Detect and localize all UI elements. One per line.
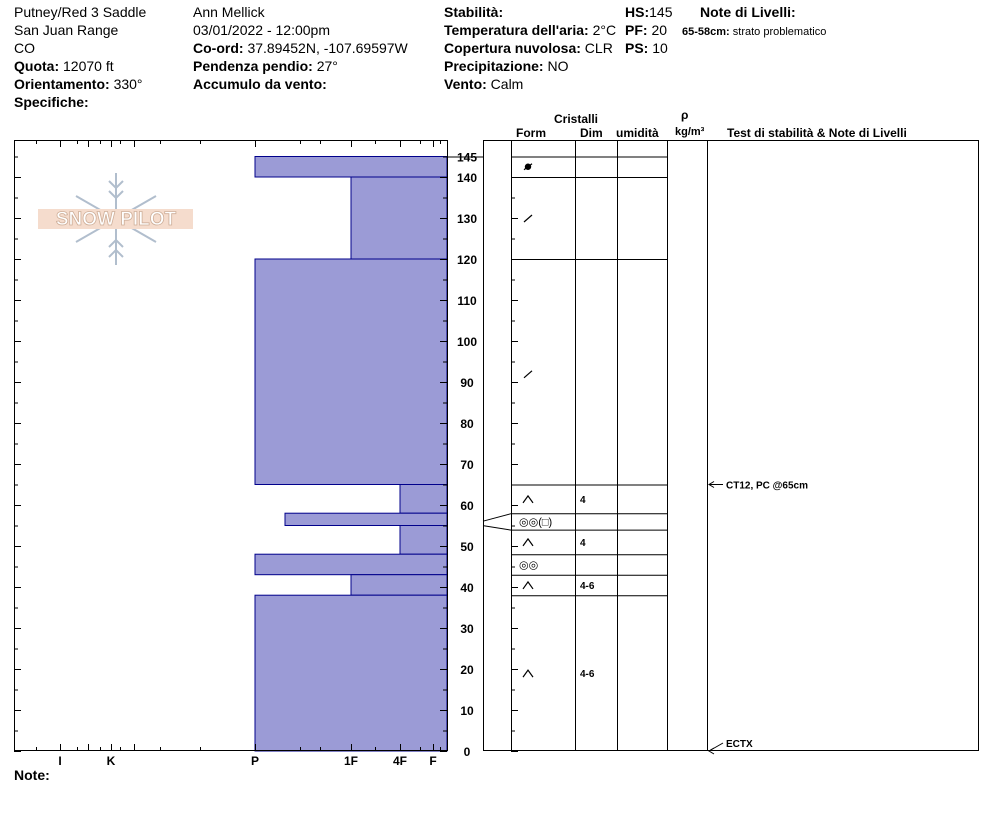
crystals-header: Cristalli <box>554 112 599 126</box>
wind-loading-label: Accumulo da vento: <box>193 76 327 92</box>
hardness-scale-label: P <box>250 754 260 768</box>
slope-label: Pendenza pendio: <box>193 58 313 74</box>
pf-value: 20 <box>651 22 668 38</box>
rho-header: ρ <box>681 108 689 122</box>
cloud-value: CLR <box>584 40 613 56</box>
height-tick-label: 40 <box>460 581 474 595</box>
height-tick-label: 100 <box>456 335 478 349</box>
faceted-symbol <box>524 371 532 378</box>
coord-value: 37.89452N, -107.69597W <box>247 40 408 56</box>
layer-connector <box>483 514 511 522</box>
notes-label: Note: <box>14 767 50 783</box>
datetime: 03/01/2022 - 12:00pm <box>193 22 330 38</box>
height-tick-label: 140 <box>456 171 478 185</box>
height-tick-label: 90 <box>460 376 474 390</box>
hardness-scale-label: I <box>58 754 62 768</box>
aspect-value: 330° <box>113 76 143 92</box>
hardness-bar <box>351 177 447 259</box>
specifics-label: Specifiche: <box>14 94 89 110</box>
site-name: Putney/Red 3 Saddle <box>14 4 147 20</box>
logo-text: SNOW PILOT <box>55 209 177 230</box>
height-tick-label: 10 <box>460 704 474 718</box>
layer-connector <box>483 526 511 531</box>
depth-hoar-symbol <box>523 670 533 677</box>
pf-label: PF: <box>625 22 648 38</box>
tests-header: Test di stabilità & Note di Livelli <box>727 126 907 140</box>
hardness-bar <box>255 259 447 485</box>
precip-label: Precipitazione: <box>444 58 544 74</box>
hardness-bar <box>400 526 447 555</box>
wind-value: Calm <box>490 76 524 92</box>
hardness-scale-label: K <box>106 754 116 768</box>
layer-table-frame <box>484 141 979 751</box>
hardness-scale-label: 1F <box>343 754 359 768</box>
height-tick-label: 130 <box>456 212 478 226</box>
hardness-bar <box>285 513 447 525</box>
grain-size-label: 4-6 <box>580 580 595 592</box>
coord-label: Co-ord: <box>193 40 244 56</box>
stability-label: Stabilità: <box>444 4 504 20</box>
depth-hoar-symbol <box>523 496 533 503</box>
height-tick-label: 120 <box>456 253 478 267</box>
hardness-scale-label: F <box>429 754 437 768</box>
form-header: Form <box>516 126 546 140</box>
moisture-header: umidità <box>616 126 659 140</box>
elevation-value: 12070 ft <box>63 58 114 74</box>
height-tick-label: 50 <box>460 540 474 554</box>
density-unit-header: kg/m³ <box>675 126 705 138</box>
depth-hoar-symbol <box>523 539 533 546</box>
state: CO <box>14 40 35 56</box>
height-tick-label: 145 <box>456 150 478 165</box>
faceted-symbol <box>524 215 532 222</box>
precip-value: NO <box>547 58 569 74</box>
air-temp-value: 2°C <box>592 22 617 38</box>
snowpilot-logo <box>38 173 193 265</box>
melt-form-symbol: ◎◎(□) <box>519 516 553 529</box>
height-tick-label: 110 <box>457 294 477 308</box>
stability-test-label: CT12, PC @65cm <box>726 480 809 492</box>
grain-size-label: 4-6 <box>580 669 595 681</box>
hardness-bar <box>400 485 447 514</box>
air-temp-label: Temperatura dell'aria: <box>444 22 589 38</box>
depth-hoar-symbol <box>523 582 533 589</box>
hardness-bar <box>351 575 447 596</box>
layer-notes-label: Note di Livelli: <box>700 4 796 20</box>
hardness-bar <box>255 595 447 751</box>
ps-value: 10 <box>652 40 668 56</box>
height-tick-label: 20 <box>460 663 474 677</box>
cloud-label: Copertura nuvolosa: <box>444 40 581 56</box>
grain-size-label: 4 <box>580 494 586 506</box>
height-tick-label: 60 <box>460 499 474 513</box>
height-tick-label: 70 <box>460 458 474 472</box>
hardness-scale-label: 4F <box>392 754 408 768</box>
aspect-label: Orientamento: <box>14 76 110 92</box>
height-tick-label: 30 <box>460 622 474 636</box>
elevation-label: Quota: <box>14 58 60 74</box>
grain-size-label: 4 <box>580 537 586 549</box>
hardness-bar <box>255 554 447 575</box>
wind-label: Vento: <box>444 76 487 92</box>
slope-value: 27° <box>316 58 338 74</box>
layer-note-range: 65-58cm: <box>682 26 730 38</box>
size-header: Dim <box>580 126 603 140</box>
ps-label: PS: <box>625 40 649 56</box>
hs-label: HS: <box>625 4 650 20</box>
mountain-range: San Juan Range <box>14 22 119 38</box>
melt-form-symbol: ◎◎ <box>519 559 539 572</box>
height-tick-label: 80 <box>460 417 474 431</box>
observer: Ann Mellick <box>193 4 265 20</box>
hs-value: 145 <box>649 4 673 20</box>
layer-note-text: strato problematico <box>732 26 827 38</box>
hardness-bar <box>255 157 447 178</box>
stability-test-label: ECTX <box>726 739 753 750</box>
height-tick-label: 0 <box>463 745 471 759</box>
